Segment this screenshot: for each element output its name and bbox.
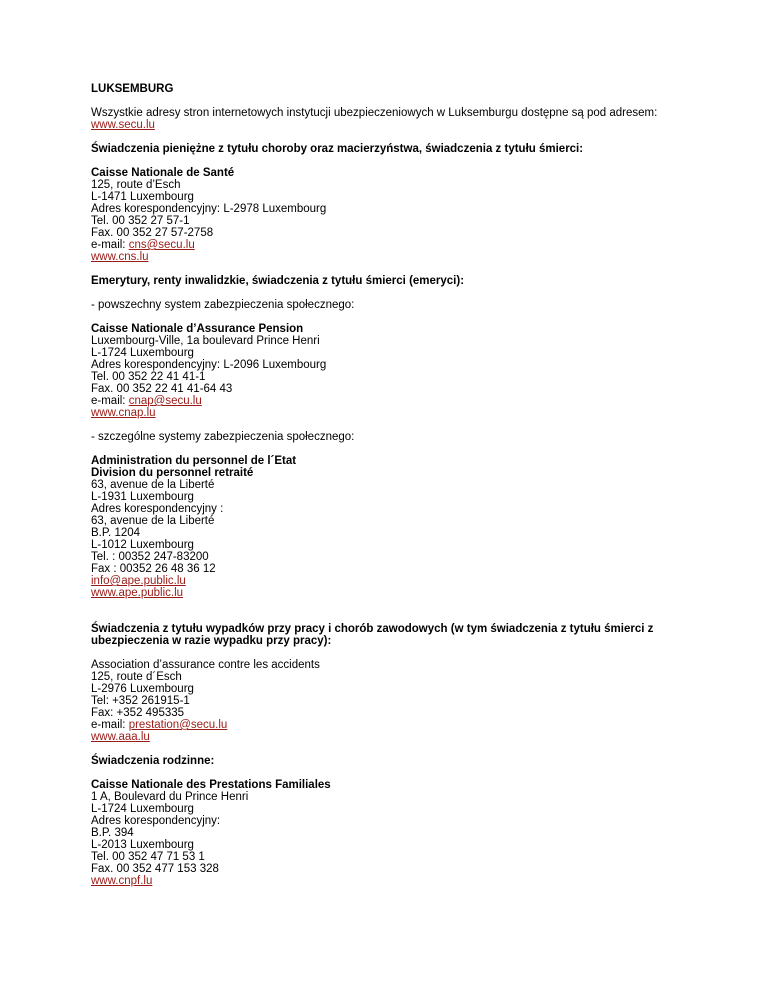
cnpf-fax: Fax. 00 352 477 153 328 bbox=[91, 863, 219, 875]
aaa-email-link[interactable]: prestation@secu.lu bbox=[128, 719, 228, 731]
ape-email-link[interactable]: info@ape.public.lu bbox=[91, 575, 186, 587]
secu-link[interactable]: www.secu.lu bbox=[91, 119, 155, 131]
document-page bbox=[91, 83, 711, 887]
ape-fax: Fax : 00352 26 48 36 12 bbox=[91, 563, 216, 575]
cns-email-row bbox=[91, 239, 711, 251]
cns-address-line: Adres korespondencyjny: L-2978 Luxembourg bbox=[91, 203, 327, 215]
ape-address-line: 63, avenue de la Liberté bbox=[91, 479, 215, 491]
special-system-label: - szczególne systemy zabezpieczenia społecznego: bbox=[91, 431, 355, 443]
cnap-name: Caisse Nationale d’Assurance Pension bbox=[91, 323, 304, 335]
ape-phone: Tel. : 00352 247-83200 bbox=[91, 551, 209, 563]
accidents-heading: Świadczenia z tytułu wypadków przy pracy i chorób zawodowych (w tym świadczenia z tytułu śmierci z ubezpieczenia w razie wypadku przy pracy): bbox=[91, 623, 654, 647]
cnap-phone: Tel. 00 352 22 41 41-1 bbox=[91, 371, 206, 383]
ape-address-line: L-1012 Luxembourg bbox=[91, 539, 194, 551]
cnpf-address-line: L-1724 Luxembourg bbox=[91, 803, 194, 815]
ape-division: Division du personnel retraité bbox=[91, 467, 254, 479]
cnap-fax: Fax. 00 352 22 41 41-64 43 bbox=[91, 383, 233, 395]
email-label: e-mail: bbox=[91, 239, 129, 251]
cns-address-line: L-1471 Luxembourg bbox=[91, 191, 194, 203]
aaa-address-line: 125, route d´Esch bbox=[91, 671, 182, 683]
cnpf-address-line: 1 A, Boulevard du Prince Henri bbox=[91, 791, 249, 803]
cns-phone: Tel. 00 352 27 57-1 bbox=[91, 215, 190, 227]
aaa-website-link[interactable]: www.aaa.lu bbox=[91, 731, 150, 743]
aaa-address-line: L-2976 Luxembourg bbox=[91, 683, 194, 695]
cns-fax: Fax. 00 352 27 57-2758 bbox=[91, 227, 214, 239]
aaa-fax: Fax: +352 495335 bbox=[91, 707, 185, 719]
general-system-label: - powszechny system zabezpieczenia społecznego: bbox=[91, 299, 355, 311]
cnap-address-line: Adres korespondencyjny: L-2096 Luxembourg bbox=[91, 359, 327, 371]
cnap-email-link[interactable]: cnap@secu.lu bbox=[128, 395, 202, 407]
cns-address-line: 125, route d’Esch bbox=[91, 179, 181, 191]
family-heading: Świadczenia rodzinne: bbox=[91, 755, 215, 767]
intro-text: Wszystkie adresy stron internetowych instytucji ubezpieczeniowych w Luksemburgu dostępne są pod adresem: bbox=[91, 107, 658, 119]
email-label: e-mail: bbox=[91, 395, 129, 407]
cnap-email-row bbox=[91, 395, 711, 407]
aaa-name: Association d’assurance contre les accidents bbox=[91, 659, 320, 671]
cns-name: Caisse Nationale de Santé bbox=[91, 167, 235, 179]
cnpf-name: Caisse Nationale des Prestations Familiales bbox=[91, 779, 331, 791]
cnpf-phone: Tel. 00 352 47 71 53 1 bbox=[91, 851, 205, 863]
cnap-address-line: L-1724 Luxembourg bbox=[91, 347, 194, 359]
cns-email-link[interactable]: cns@secu.lu bbox=[128, 239, 195, 251]
pensions-heading: Emerytury, renty inwalidzkie, świadczenia z tytułu śmierci (emeryci): bbox=[91, 275, 465, 287]
cns-website-link[interactable]: www.cns.lu bbox=[91, 251, 149, 263]
aaa-phone: Tel: +352 261915-1 bbox=[91, 695, 190, 707]
aaa-email-row bbox=[91, 719, 711, 731]
email-label: e-mail: bbox=[91, 719, 129, 731]
ape-address-line: Adres korespondencyjny : bbox=[91, 503, 224, 515]
cnpf-address-line: Adres korespondencyjny: bbox=[91, 815, 221, 827]
ape-address-line: 63, avenue de la Liberté bbox=[91, 515, 215, 527]
cnap-address-line: Luxembourg-Ville, 1a boulevard Prince Henri bbox=[91, 335, 320, 347]
cnpf-website-link[interactable]: www.cnpf.lu bbox=[91, 875, 153, 887]
ape-address-line: B.P. 1204 bbox=[91, 527, 141, 539]
ape-address-line: L-1931 Luxembourg bbox=[91, 491, 194, 503]
ape-name: Administration du personnel de l´Etat bbox=[91, 455, 297, 467]
cnpf-address-line: B.P. 394 bbox=[91, 827, 134, 839]
cnpf-address-line: L-2013 Luxembourg bbox=[91, 839, 194, 851]
sickness-heading: Świadczenia pieniężne z tytułu choroby oraz macierzyństwa, świadczenia z tytułu śmierci: bbox=[91, 143, 584, 155]
ape-website-link[interactable]: www.ape.public.lu bbox=[91, 587, 184, 599]
cnap-website-link[interactable]: www.cnap.lu bbox=[91, 407, 156, 419]
country-title: LUKSEMBURG bbox=[91, 83, 174, 95]
